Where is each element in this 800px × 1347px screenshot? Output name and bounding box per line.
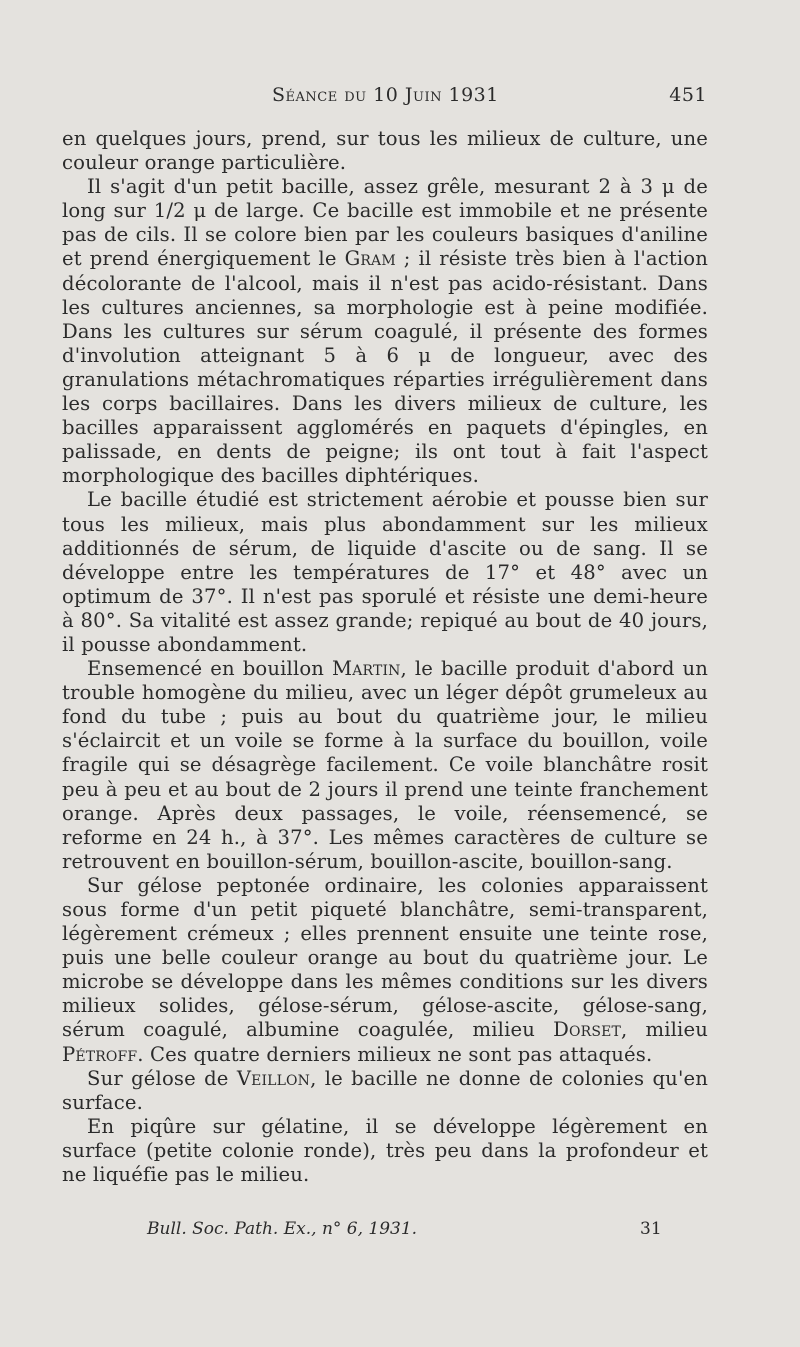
paragraph-6-text-b: , le bacille ne donne de colonies qu'en surface. <box>62 1066 708 1114</box>
paragraph-5-text-a: Sur gélose peptonée ordinaire, les colonies apparaissent sous forme d'un petit piqueté blanchâtre, semi-transparent, légèrement crémeux ; elles prennent ensuite une teinte rose, puis une belle couleur orange au bout du quatrième jour. Le microbe se développe dans les mêmes conditions sur les divers milieux solides, gélose-sérum, gélose-ascite, gélose-sang, sérum coagulé, albumine coagulée, milieu <box>62 873 708 1042</box>
paragraph-2-text-b: ; il résiste très bien à l'action décolorante de l'alcool, mais il n'est pas acido-résistant. Dans les cultures anciennes, sa morphologie est à peine modifiée. Dans les cultures sur sérum coagulé, il présente des formes d'involution atteignant 5 à 6 μ de longueur, avec des granulations métachromatiques réparties irrégulièrement dans les corps bacillaires. Dans les divers milieux de culture, les bacilles apparaissent agglomérés en paquets d'épingles, en palissade, en dents de peigne; ils ont tout à fait l'aspect morphologique des bacilles diphtériques. <box>62 247 708 488</box>
page-number: 451 <box>669 84 707 106</box>
author-name-veillon: Veillon <box>236 1066 311 1090</box>
paragraph-6-text-a: Sur gélose de <box>87 1066 237 1090</box>
body-text <box>62 127 708 1187</box>
page-footer <box>0 1219 800 1245</box>
author-name-martin: Martin <box>332 657 401 681</box>
paragraph-5-text-c: . Ces quatre derniers milieux ne sont pas attaqués. <box>137 1042 653 1066</box>
paragraph-5 <box>62 874 708 1067</box>
author-name-dorset: Dorset <box>553 1018 621 1042</box>
running-header <box>0 84 800 114</box>
paragraph-4 <box>62 657 708 874</box>
paragraph-4-text-b: , le bacille produit d'abord un trouble homogène du milieu, avec un léger dépôt grumeleux au fond du tube ; puis au bout du quatrième jour, le milieu s'éclaircit et un voile se forme à la surface du bouillon, voile fragile qui se désagrège facilement. Ce voile blanchâtre rosit peu à peu et au bout de 2 jours il prend une teinte franchement orange. Après deux passages, le voile, réensemencé, se reforme en 24 h., à 37°. Les mêmes caractères de culture se retrouvent en bouillon-sérum, bouillon-ascite, bouillon-sang. <box>62 657 708 873</box>
author-name-gram: Gram <box>344 247 396 271</box>
paragraph-6 <box>62 1067 708 1115</box>
paragraph-5-text-b: , milieu <box>620 1018 708 1042</box>
paragraph-2-text-a: Il s'agit d'un petit bacille, assez grêle, mesurant 2 à 3 μ de long sur 1/2 μ de large. Ce bacille est immobile et ne présente pas de cils. Il se colore bien par les couleurs basiques d'aniline et prend énergiquement le <box>62 175 708 271</box>
paragraph-3: Le bacille étudié est strictement aérobie et pousse bien sur tous les milieux, mais plus abondamment sur les milieux additionnés de sérum, de liquide d'ascite ou de sang. Il se développe entre les températures de 17° et 48° avec un optimum de 37°. Il n'est pas sporulé et résiste une demi-heure à 80°. Sa vitalité est assez grande; repiqué au bout de 40 jours, il pousse abondamment. <box>62 488 708 656</box>
paragraph-7: En piqûre sur gélatine, il se développe légèrement en surface (petite colonie ronde), très peu dans la profondeur et ne liquéfie pas le milieu. <box>62 1114 708 1187</box>
paragraph-4-text-a: Ensemencé en bouillon <box>87 657 333 681</box>
paragraph-2 <box>62 175 708 488</box>
journal-citation: Bull. Soc. Path. Ex., n° 6, 1931. <box>147 1219 418 1239</box>
running-title: Séance du 10 Juin 1931 <box>272 84 499 106</box>
author-name-petroff: Pétroff <box>62 1042 138 1066</box>
signature-mark: 31 <box>640 1219 662 1239</box>
paragraph-1: en quelques jours, prend, sur tous les milieux de culture, une couleur orange particulière. <box>62 127 708 175</box>
